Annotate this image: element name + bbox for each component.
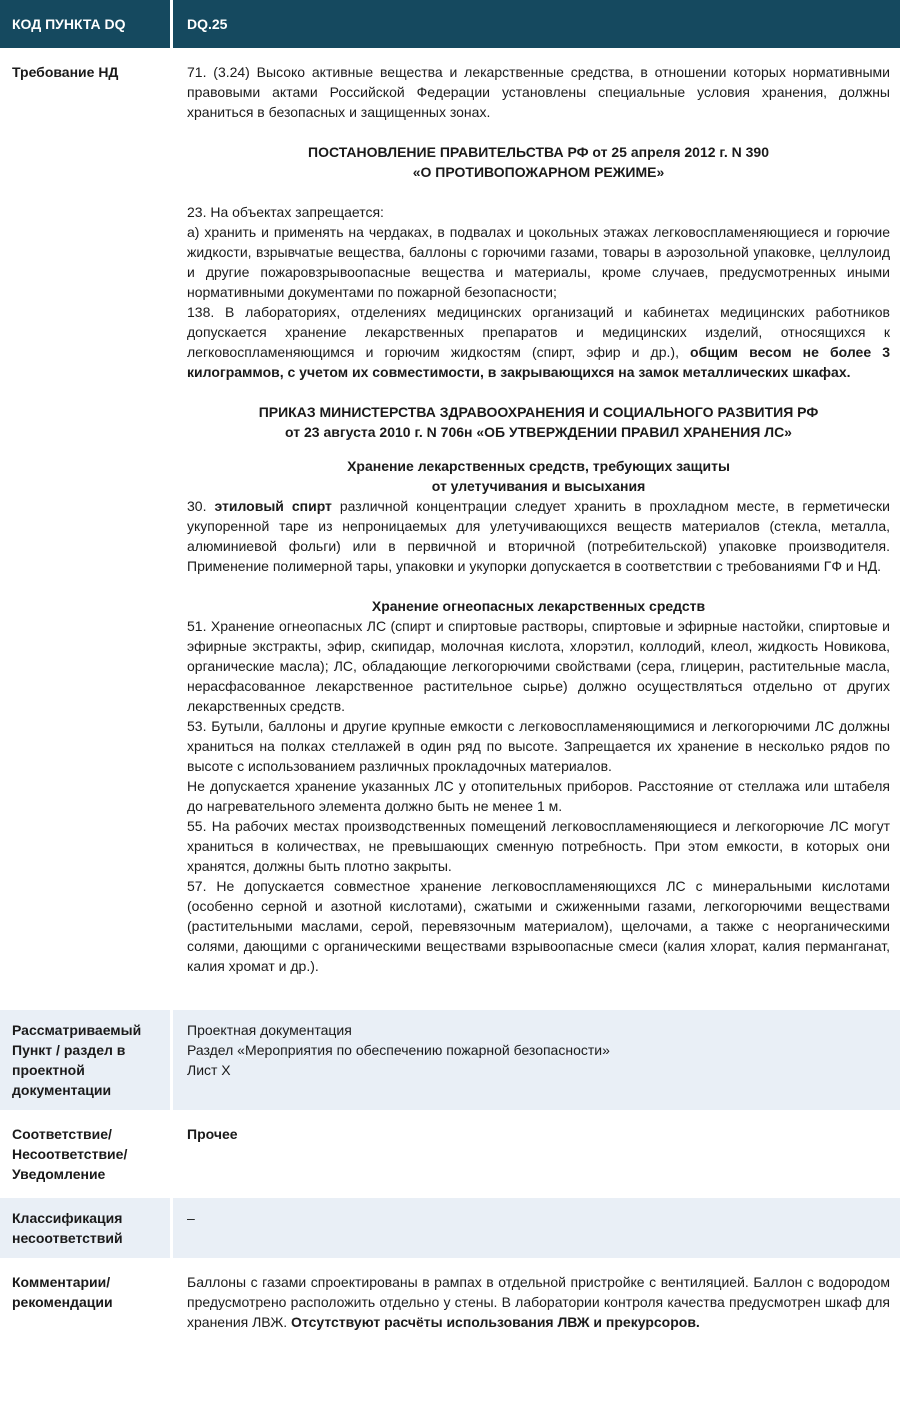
classification-label: Классификация несоответствий <box>0 1198 170 1258</box>
clause-53: 53. Бутыли, баллоны и другие крупные емкости с легковоспламеняющимися и легкогорючими ЛС должны храниться на полках стеллажей в один ряд по высоте. Запрещается их хранение в несколько рядов по высоте с использованием различных прокладочных материалов. <box>187 718 890 774</box>
decree-390-title: ПОСТАНОВЛЕНИЕ ПРАВИТЕЛЬСТВА РФ от 25 апреля 2012 г. N 390 <box>308 144 769 160</box>
section-flammable-title: Хранение огнеопасных лекарственных средств <box>371 598 706 614</box>
compliance-value <box>170 1114 900 1194</box>
compliance-row <box>0 1114 900 1194</box>
comments-content <box>170 1262 900 1342</box>
clause-30-number: 30. <box>187 498 215 514</box>
order-706n-subtitle: от 23 августа 2010 г. N 706н «ОБ УТВЕРЖДЕНИИ ПРАВИЛ ХРАНЕНИЯ ЛС» <box>285 424 792 440</box>
requirement-label: Требование НД <box>0 52 170 1006</box>
clause-23a: а) хранить и применять на чердаках, в подвалах и цокольных этажах легковоспламеняющиеся и горючие жидкости, взрывчатые вещества, баллоны с горючими газами, товары в аэрозольной упаковке, целлулоид и другие пожаровзрывоопасные вещества и материалы, кроме случаев, предусмотренных иными нормативными документами по пожарной безопасности; <box>187 224 890 300</box>
compliance-label: Соответствие/ Несоответствие/ Уведомление <box>0 1114 170 1194</box>
classification-row <box>0 1198 900 1258</box>
review-line-2: Раздел «Мероприятия по обеспечению пожарной безопасности» <box>187 1042 610 1058</box>
clause-71: 71. (3.24) Высоко активные вещества и лекарственные средства, в отношении которых нормативными правовыми актами Российской Федерации установлены специальные условия хранения, должны храниться в безопасных и защищенных зонах. <box>187 64 890 120</box>
order-706n-title: ПРИКАЗ МИНИСТЕРСТВА ЗДРАВООХРАНЕНИЯ И СОЦИАЛЬНОГО РАЗВИТИЯ РФ <box>258 404 819 420</box>
review-line-1: Проектная документация <box>187 1022 352 1038</box>
clause-30-text: различной концентрации следует хранить в прохладном месте, в герметически укупоренной таре из непроницаемых для улетучивающихся веществ материалов (стекла, металла, алюминиевой фольги) или в первичной и вторичной (потребительской) упаковке производителя. Применение полимерной тары, упаковки и укупорки допускается в соответствии с требованиями ГФ и НД. <box>187 498 891 574</box>
requirement-row <box>0 52 900 1006</box>
classification-value: – <box>170 1198 900 1258</box>
clause-23: 23. На объектах запрещается: <box>187 204 384 220</box>
clause-51: 51. Хранение огнеопасных ЛС (спирт и спиртовые растворы, спиртовые и эфирные настойки, спиртовые и эфирные экстракты, эфир, скипидар, молочная кислота, хлорэтил, коллодий, клеол, жидкость Новикова, органические масла); ЛС, обладающие легкогорючими свойствами (сера, глицерин, растительные масла, нерасфасованное лекарственное растительное сырье) должно осуществляться отдельно от других лекарственных средств. <box>187 618 890 714</box>
review-label: Рассматриваемый Пункт / раздел в проектной документации <box>0 1010 170 1110</box>
decree-390-subtitle: «О ПРОТИВОПОЖАРНОМ РЕЖИМЕ» <box>412 164 665 180</box>
clause-57: 57. Не допускается совместное хранение легковоспламеняющихся ЛС с минеральными кислотами (особенно серной и азотной кислотами), сжатыми и сжиженными газами, легкогорючими веществами (растительными маслами, серой, перевязочным материалом), щелочами, а также с неорганическими солями, дающими с органическими веществами взрывоопасные смеси (калия хлорат, калия перманганат, калия хромат и др.). <box>187 878 890 974</box>
comments-text <box>187 1272 890 1332</box>
clause-30 <box>187 496 890 576</box>
section-volatility-title-1: Хранение лекарственных средств, требующих защиты <box>347 458 730 474</box>
clause-55: 55. На рабочих местах производственных помещений легковоспламеняющиеся и легкогорючие ЛС могут храниться в количествах, не превышающих сменную потребность. При этом емкости, в которых они хранятся, должны быть плотно закрыты. <box>187 818 890 874</box>
header-code-value: DQ.25 <box>170 0 900 52</box>
clause-138 <box>187 302 890 382</box>
comments-row <box>0 1262 900 1342</box>
requirement-content <box>170 52 900 1006</box>
comments-bold: Отсутствуют расчёты использования ЛВЖ и прекурсоров. <box>291 1314 700 1330</box>
review-row <box>0 1010 900 1110</box>
compliance-value-text: Прочее <box>187 1126 238 1142</box>
clause-53-continued: Не допускается хранение указанных ЛС у отопительных приборов. Расстояние от стеллажа или штабеля до нагревательного элемента должно быть не менее 1 м. <box>187 778 890 814</box>
review-line-3: Лист Х <box>187 1062 231 1078</box>
clause-138-bold: общим весом не более 3 килограммов, с учетом их совместимости, в закрывающихся на замок металлических шкафах. <box>187 344 890 380</box>
clause-138-text: 138. В лабораториях, отделениях медицинских организаций и кабинетах медицинских работников допускается хранение лекарственных препаратов и медицинских изделий, относящихся к легковоспламеняющимся и горючим жидкостям (спирт, эфир и др.), <box>187 304 890 360</box>
header-row <box>0 0 900 52</box>
review-content <box>170 1010 900 1110</box>
clause-30-bold: этиловый спирт <box>214 498 332 514</box>
section-volatility-title-2: от улетучивания и высыхания <box>431 478 646 494</box>
comments-plain: Баллоны с газами спроектированы в рампах в отдельной пристройке с вентиляцией. Баллон с водородом предусмотрено расположить отдельно у стены. В лаборатории контроля качества предусмотрен шкаф для хранения ЛВЖ. <box>187 1274 890 1330</box>
header-code-label: КОД ПУНКТА DQ <box>0 0 170 52</box>
comments-label: Комментарии/ рекомендации <box>0 1262 170 1342</box>
